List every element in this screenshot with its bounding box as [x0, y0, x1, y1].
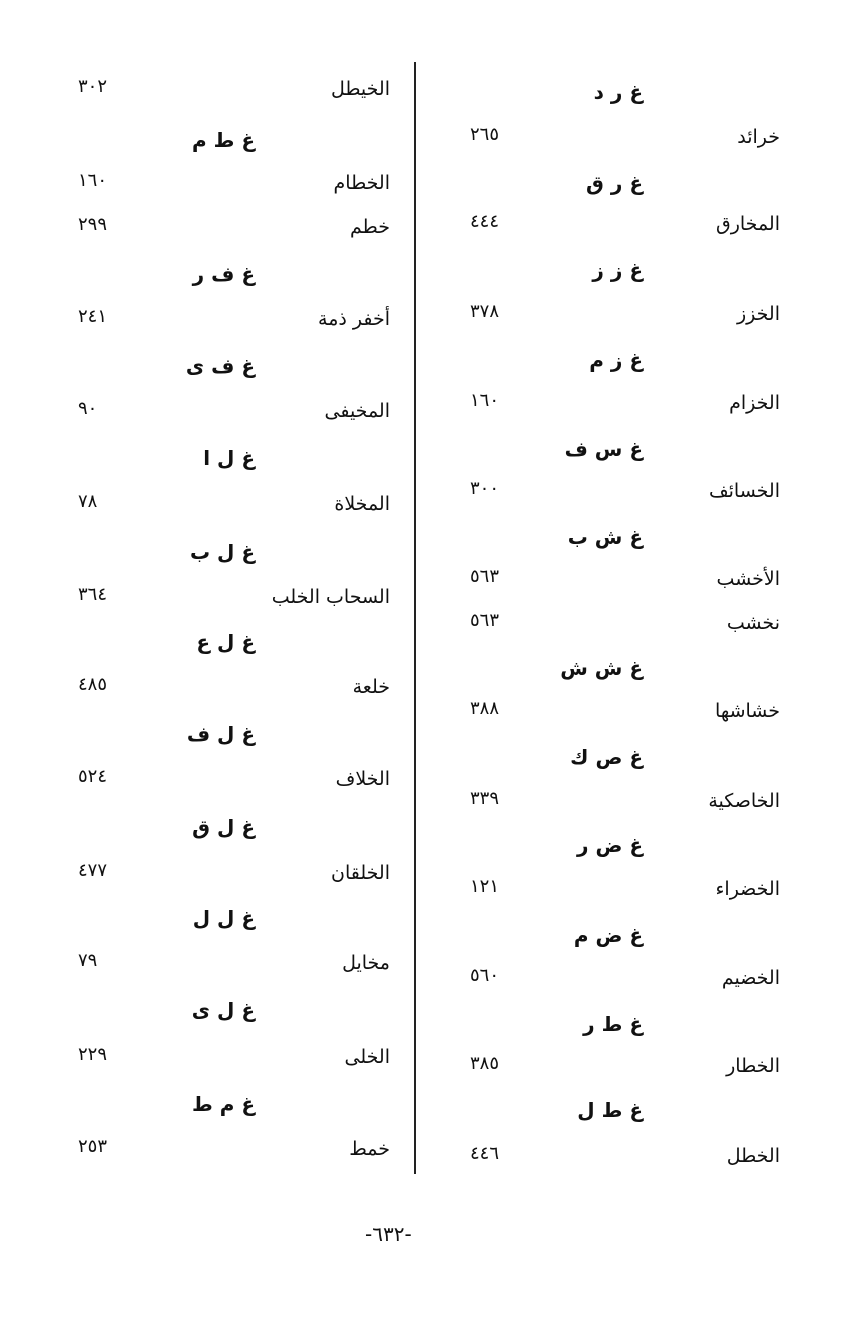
- root-heading: غ ل ب: [189, 540, 255, 564]
- index-entry-word: الخطل: [726, 1145, 780, 1167]
- root-heading: غ ل ل: [192, 906, 255, 930]
- index-entry-word: خمط: [349, 1138, 390, 1160]
- root-heading: غ ل ع: [196, 630, 255, 654]
- index-entry-word: المخلاة: [334, 493, 390, 515]
- root-heading: غ ل ف: [186, 722, 255, 746]
- index-entry-page: ٣٨٥: [470, 1053, 500, 1074]
- index-entry-word: المخارق: [715, 213, 780, 235]
- index-entry-page: ٥٦٣: [470, 566, 500, 587]
- index-entry-page: ٥٦٠: [470, 965, 500, 986]
- root-heading: غ س ف: [564, 437, 643, 461]
- column-divider: [414, 62, 416, 1174]
- index-entry-word: المخيفى: [324, 400, 390, 422]
- index-entry-word: الخزام: [729, 392, 780, 414]
- index-entry-word: الخضيم: [721, 967, 780, 989]
- root-heading: غ ف ى: [185, 354, 255, 378]
- index-entry-word: الخضراء: [715, 878, 780, 900]
- index-entry-page: ٢٤١: [78, 306, 108, 327]
- index-entry-word: نخشب: [726, 612, 780, 634]
- index-entry-page: ٣٧٨: [470, 301, 500, 322]
- root-heading: غ ف ر: [192, 262, 255, 286]
- index-entry-page: ٣٠٠: [470, 478, 500, 499]
- index-entry-word: الخيطل: [330, 78, 390, 100]
- root-heading: غ ر د: [593, 80, 643, 104]
- index-entry-word: الخلقان: [331, 862, 390, 884]
- index-entry-page: ٤٤٦: [470, 1143, 500, 1164]
- index-entry-page: ٣٦٤: [78, 584, 108, 605]
- root-heading: غ ز ز: [592, 258, 643, 282]
- index-entry-word: الخطام: [333, 172, 390, 194]
- index-entry-word: الخاصكية: [708, 790, 780, 812]
- index-entry-page: ٣٨٨: [470, 698, 500, 719]
- index-entry-page: ٥٦٣: [470, 610, 500, 631]
- index-entry-page: ٤٤٤: [470, 211, 500, 232]
- root-heading: غ م ط: [191, 1092, 255, 1116]
- root-heading: غ ط ر: [583, 1012, 643, 1036]
- index-entry-page: ٩٠: [78, 398, 98, 419]
- index-entry-page: ٥٢٤: [78, 766, 108, 787]
- index-entry-word: السحاب الخلب: [271, 586, 390, 608]
- page-number: -٦٣٢-: [365, 1222, 412, 1246]
- root-heading: غ ص ك: [570, 745, 643, 769]
- root-heading: غ ش ش: [560, 656, 643, 680]
- index-entry-page: ٢٩٩: [78, 214, 108, 235]
- index-entry-page: ٤٧٧: [78, 860, 108, 881]
- root-heading: غ ز م: [589, 348, 643, 372]
- index-entry-word: خطم: [350, 216, 390, 238]
- root-heading: غ ض م: [573, 923, 643, 947]
- index-entry-page: ١٢١: [470, 876, 500, 897]
- index-entry-page: ١٦٠: [470, 390, 500, 411]
- index-entry-page: ١٦٠: [78, 170, 108, 191]
- index-entry-word: الخلى: [344, 1046, 390, 1068]
- root-heading: غ ط م: [191, 128, 255, 152]
- index-entry-page: ٧٩: [78, 950, 98, 971]
- index-entry-word: الخزز: [737, 303, 780, 325]
- index-entry-page: ٢٢٩: [78, 1044, 108, 1065]
- index-entry-word: الأخشب: [716, 568, 780, 590]
- root-heading: غ ل ا: [203, 446, 255, 470]
- index-entry-word: الخسائف: [708, 480, 780, 502]
- root-heading: غ ط ل: [577, 1098, 643, 1122]
- index-entry-page: ٢٥٣: [78, 1136, 108, 1157]
- index-entry-page: ٣٣٩: [470, 788, 500, 809]
- index-entry-word: أخفر ذمة: [318, 308, 390, 330]
- root-heading: غ ر ق: [586, 171, 643, 195]
- root-heading: غ ش ب: [567, 525, 643, 549]
- index-entry-page: ٣٠٢: [78, 76, 108, 97]
- index-entry-word: مخايل: [342, 952, 390, 974]
- index-entry-word: خشاشها: [715, 700, 780, 722]
- index-entry-word: الخلاف: [335, 768, 390, 790]
- index-entry-word: خرائد: [737, 126, 780, 148]
- index-entry-page: ٢٦٥: [470, 124, 500, 145]
- root-heading: غ ل ق: [192, 815, 255, 839]
- root-heading: غ ل ى: [191, 998, 255, 1022]
- index-entry-word: خلعة: [352, 676, 390, 698]
- root-heading: غ ض ر: [576, 833, 643, 857]
- index-entry-word: الخطار: [726, 1055, 780, 1077]
- index-entry-page: ٧٨: [78, 491, 98, 512]
- index-entry-page: ٤٨٥: [78, 674, 108, 695]
